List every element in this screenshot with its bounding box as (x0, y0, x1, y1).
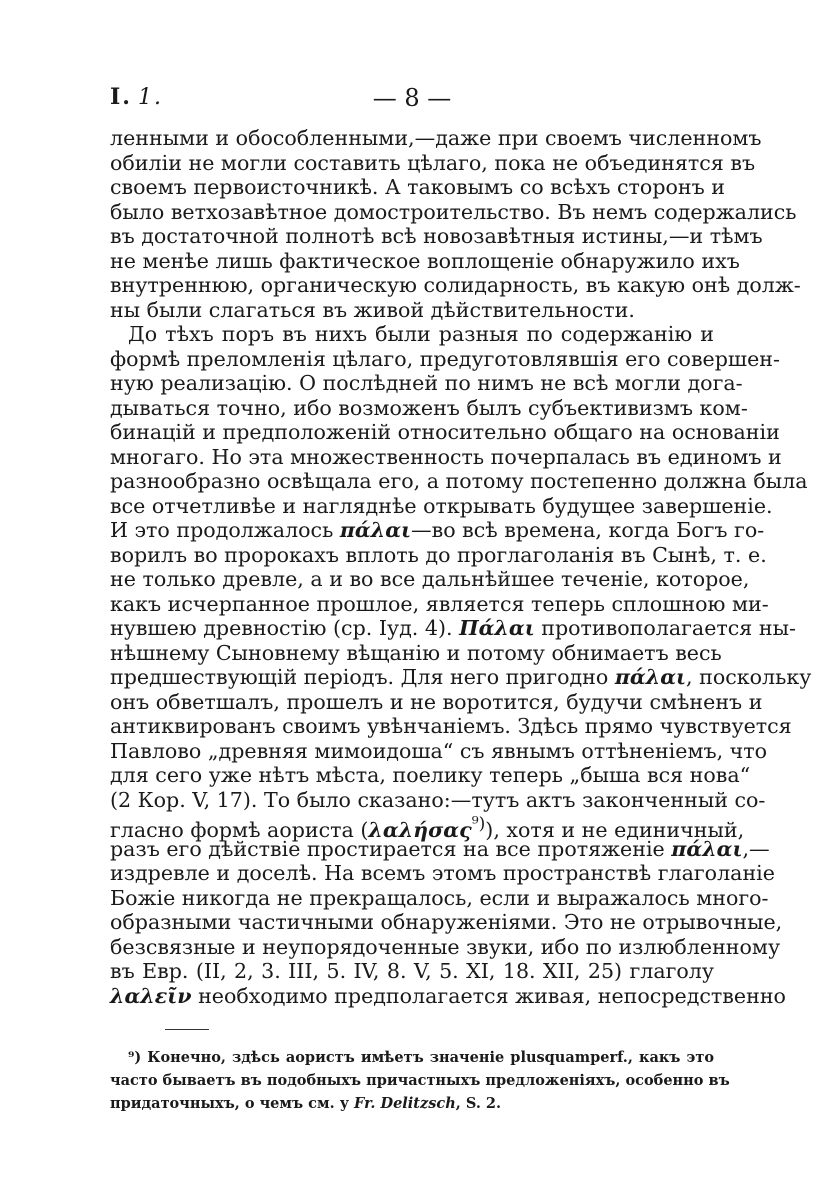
text-line: многаго. Но эта множественность почерпалась въ единомъ и (110, 444, 782, 469)
text-line: формѣ преломленія цѣлаго, предуготовлявшія его совершен- (110, 346, 780, 371)
footnote (110, 1046, 730, 1115)
text-line: все отчетливѣе и нагляднѣе открывать будущее завершеніе. (110, 493, 773, 518)
text-line: какъ исчерпанное прошлое, является теперь сплошною ми- (110, 591, 769, 616)
text-line: онъ обветшалъ, прошелъ и не воротится, будучи смѣненъ и (110, 689, 763, 714)
text-line: для сего уже нѣтъ мѣста, поелику теперь „быша вся нова“ (110, 763, 751, 787)
footnote-line: часто бываетъ въ подобныхъ причастныхъ предложеніяхъ, особенно въ (110, 1072, 730, 1089)
main-text (110, 126, 812, 1008)
page-number: — 8 — (372, 84, 452, 112)
text-line: ную реализацію. О послѣдней по нимъ не всѣ могли дога- (110, 371, 743, 395)
text-line: не только древле, а и во все дальнѣйшее теченіе, которое, (110, 567, 750, 591)
page-header (110, 84, 714, 114)
text-line: λαλεῖν необходимо предполагается живая, непосредственно (110, 983, 786, 1008)
text-line: ленными и обособленными,—даже при своемъ численномъ (110, 126, 762, 150)
greek-word: πάλαι (671, 836, 743, 861)
text-line: въ достаточной полнотѣ всѣ новозавѣтныя истины,—и тѣмъ (110, 224, 763, 248)
text-line: нувшею древностію (ср. Іуд. 4). Πάλαι противополагается ны- (110, 616, 796, 640)
footnote-line: ⁹) Конечно, здѣсь аористъ имѣетъ значеніе plusquamperf., какъ это (128, 1049, 714, 1066)
text-line: не менѣе лишь фактическое воплощеніе обнаружило ихъ (110, 248, 740, 273)
text-line: предшествующій періодъ. Для него пригодно πάλαι, поскольку (110, 665, 812, 689)
text-line: было ветхозавѣтное домостроительство. Въ немъ содержались (110, 199, 797, 224)
text-line: бинацій и предположеній относительно общаго на основаніи (110, 420, 780, 444)
text-line: внутреннюю, органическую солидарность, въ какую онѣ долж- (110, 273, 801, 297)
text-line: ны были слагаться въ живой дѣйствительности. (110, 297, 635, 322)
greek-word: λαλήσας (368, 817, 472, 842)
text-line: До тѣхъ поръ въ нихъ были разныя по содержанію и (128, 322, 714, 346)
text-line: антиквированъ своимъ увѣнчаніемъ. Здѣсь прямо чувствуется (110, 714, 792, 738)
text-line: нѣшнему Сыновнему вѣщанію и потому обнимаетъ весь (110, 640, 722, 665)
text-line: ворилъ во пророкахъ вплоть до проглаголанія въ Сынѣ, т. е. (110, 542, 767, 567)
greek-word: πάλαι (339, 518, 412, 542)
text-line: своемъ первоисточникѣ. А таковымъ со всѣхъ сторонъ и (110, 175, 725, 199)
text-line: дываться точно, ибо возможенъ былъ субъективизмъ ком- (110, 395, 748, 420)
greek-word: Πάλαι (459, 616, 535, 640)
signature-mark: I. 1. (110, 84, 163, 110)
footnote-line: придаточныхъ, о чемъ см. у Fr. Delitzsch, S. 2. (110, 1095, 502, 1112)
text-line: въ Евр. (II, 2, 3. III, 5. IV, 8. V, 5. XI, 18. XII, 25) глаголу (110, 959, 714, 983)
footnote-divider (165, 1029, 209, 1030)
text-line: Павлово „древняя мимоидоша“ съ явнымъ оттѣненіемъ, что (110, 738, 768, 763)
text-line: И это продолжалось πάλαι—во всѣ времена, когда Богъ го- (110, 518, 765, 542)
text-line: Божіе никогда не прекращалось, если и выражалось много- (110, 885, 769, 910)
text-line: разнообразно освѣщала его, а потому постепенно должна была (110, 469, 808, 493)
text-line: (2 Кор. V, 17). То было сказано:—тутъ актъ законченный со- (110, 787, 766, 812)
text-line: безсвязные и неупорядоченные звуки, ибо по излюбленному (110, 934, 781, 959)
text-line: издревле и доселѣ. На всемъ этомъ пространствѣ глаголаніе (110, 861, 775, 885)
text-line: гласно формѣ аориста (λαλήσας$^{^9)}$), хотя и не единичный, (110, 814, 745, 842)
text-line: образными частичными обнаруженіями. Это не отрывочные, (110, 910, 783, 934)
greek-word: λαλεῖν (110, 983, 192, 1008)
text-line: обиліи не могли составить цѣлаго, пока не объединятся въ (110, 150, 756, 175)
greek-word: πάλαι (614, 665, 687, 689)
footnote-author: Fr. Delitzsch (354, 1095, 456, 1112)
footnote-ref: ⁹) (471, 814, 486, 834)
text-line: разъ его дѣйствіе простирается на все протяженіе πάλαι,— (110, 836, 770, 861)
